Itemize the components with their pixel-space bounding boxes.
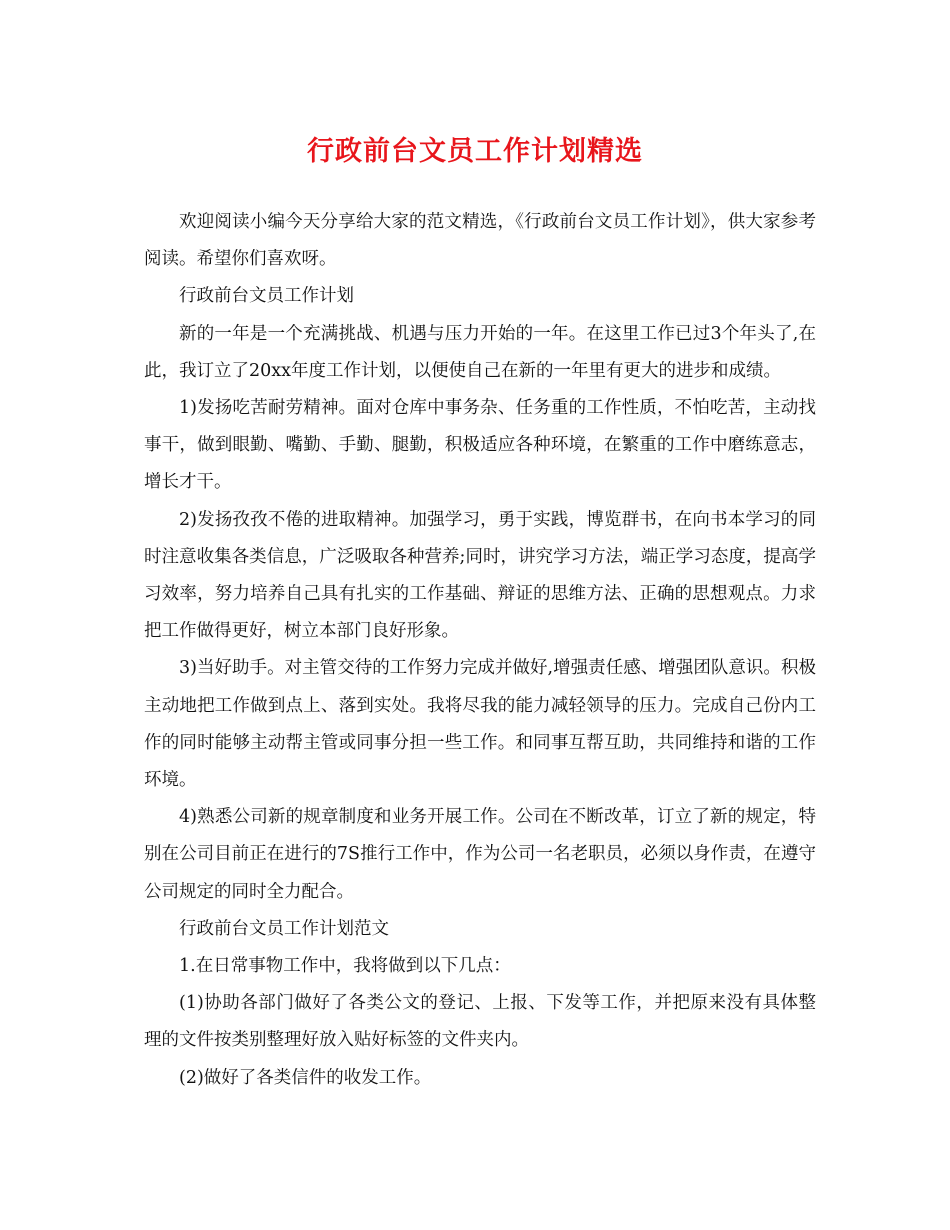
paragraph-sub-2: (2)做好了各类信件的收发工作。	[179, 1067, 432, 1088]
paragraph-intro: 欢迎阅读小编今天分享给大家的范文精选，《行政前台文员工作计划》，供大家参考阅读。希望你们喜欢呀。	[144, 212, 816, 270]
paragraph-daily-work: 1.在日常事物工作中，我将做到以下几点：	[179, 956, 511, 977]
paragraph-item-1: 1)发扬吃苦耐劳精神。面对仓库中事务杂、任务重的工作性质，不怕吃苦，主动找事干，做到眼勤、嘴勤、手勤、腿勤，积极适应各种环境，在繁重的工作中磨练意志，增长才干。	[144, 398, 816, 493]
paragraph-heading-sample: 行政前台文员工作计划范文	[179, 918, 389, 939]
paragraph-item-3: 3)当好助手。对主管交待的工作努力完成并做好,增强责任感、增强团队意识。积极主动地把工作做到点上、落到实处。我将尽我的能力减轻领导的压力。完成自己份内工作的同时能够主动帮主管或同事分担一些工作。和同事互帮互助，共同维持和谐的工作环境。	[144, 658, 816, 791]
document-title: 行政前台文员工作计划精选	[307, 136, 643, 167]
paragraph-new-year: 新的一年是一个充满挑战、机遇与压力开始的一年。在这里工作已过3个年头了,在此，我订立了20xx年度工作计划，以便使自己在新的一年里有更大的进步和成绩。	[144, 323, 816, 381]
paragraph-sub-1: (1)协助各部门做好了各类公文的登记、上报、下发等工作，并把原来没有具体整理的文件按类别整理好放入贴好标签的文件夹内。	[144, 993, 816, 1051]
paragraph-heading-plan: 行政前台文员工作计划	[179, 286, 354, 307]
paragraph-item-4: 4)熟悉公司新的规章制度和业务开展工作。公司在不断改革，订立了新的规定，特别在公司目前正在进行的7S推行工作中，作为公司一名老职员，必须以身作责，在遵守公司规定的同时全力配合。	[144, 807, 816, 902]
document-body	[144, 204, 816, 1097]
paragraph-item-2: 2)发扬孜孜不倦的进取精神。加强学习，勇于实践，博览群书，在向书本学习的同时注意收集各类信息，广泛吸取各种营养;同时，讲究学习方法，端正学习态度，提高学习效率，努力培养自己具有扎实的工作基础、辩证的思维方法、正确的思想观点。力求把工作做得更好，树立本部门良好形象。	[144, 509, 816, 642]
